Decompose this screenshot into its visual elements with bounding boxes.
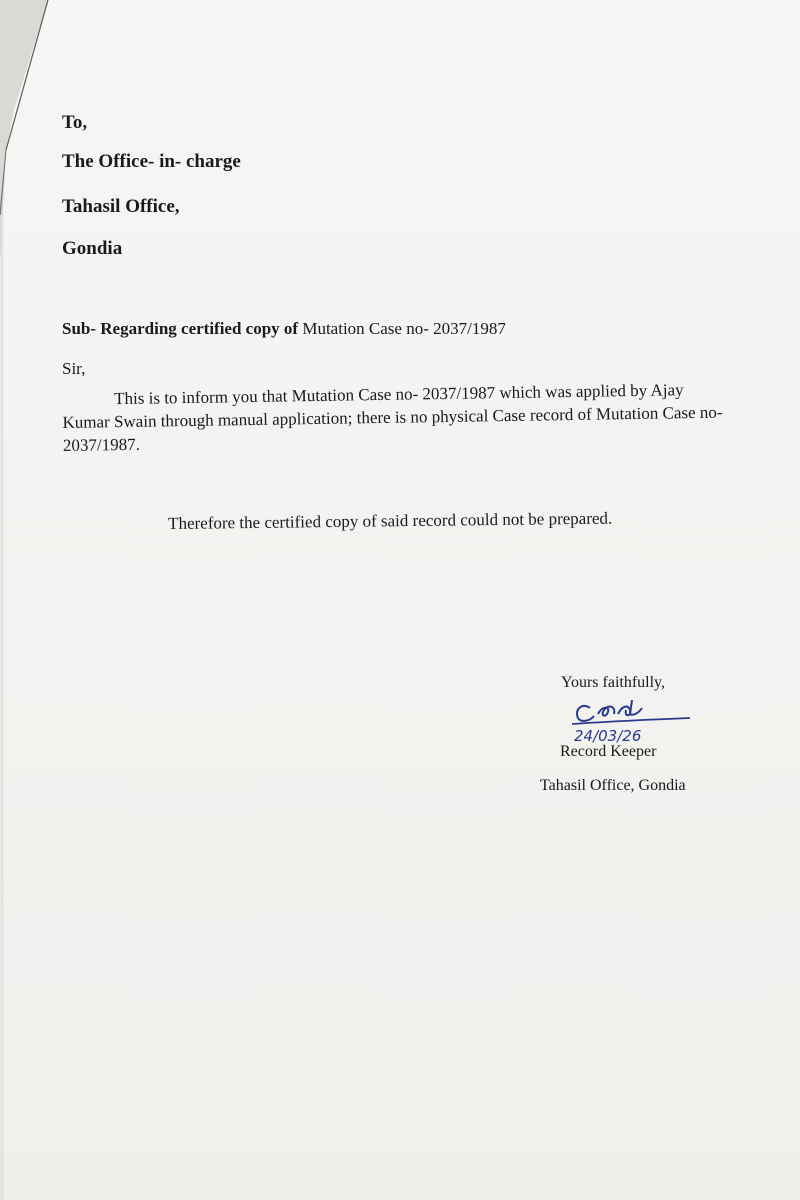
signatory-office: Tahasil Office, Gondia (540, 777, 686, 794)
subject-line (62, 319, 506, 339)
closing-line: Yours faithfully, (561, 674, 666, 691)
body-line-3: 2037/1987. (62, 434, 141, 455)
page-edge-shadow (0, 0, 60, 1200)
recipient-city: Gondia (62, 238, 123, 259)
recipient-to: To, (62, 112, 88, 133)
body-paragraph (62, 378, 723, 457)
handwritten-signature (560, 692, 710, 744)
recipient-office: The Office- in- charge (62, 151, 241, 172)
salutation: Sir, (62, 359, 86, 378)
body-line-1: This is to inform you that Mutation Case no- 2037/1987 which was applied by Ajay (114, 380, 684, 409)
conclusion-line: Therefore the certified copy of said record could not be prepared. (168, 508, 613, 533)
subject-case: Mutation Case no- 2037/1987 (298, 319, 506, 338)
body-line-2: Kumar Swain through manual application; there is no physical Case record of Mutation Case no- (62, 402, 723, 432)
subject-prefix: Sub- Regarding certified copy of (62, 319, 299, 338)
signature-date: 24/03/26 (574, 727, 642, 744)
signatory-role: Record Keeper (560, 743, 657, 760)
recipient-tahasil: Tahasil Office, (62, 196, 180, 217)
